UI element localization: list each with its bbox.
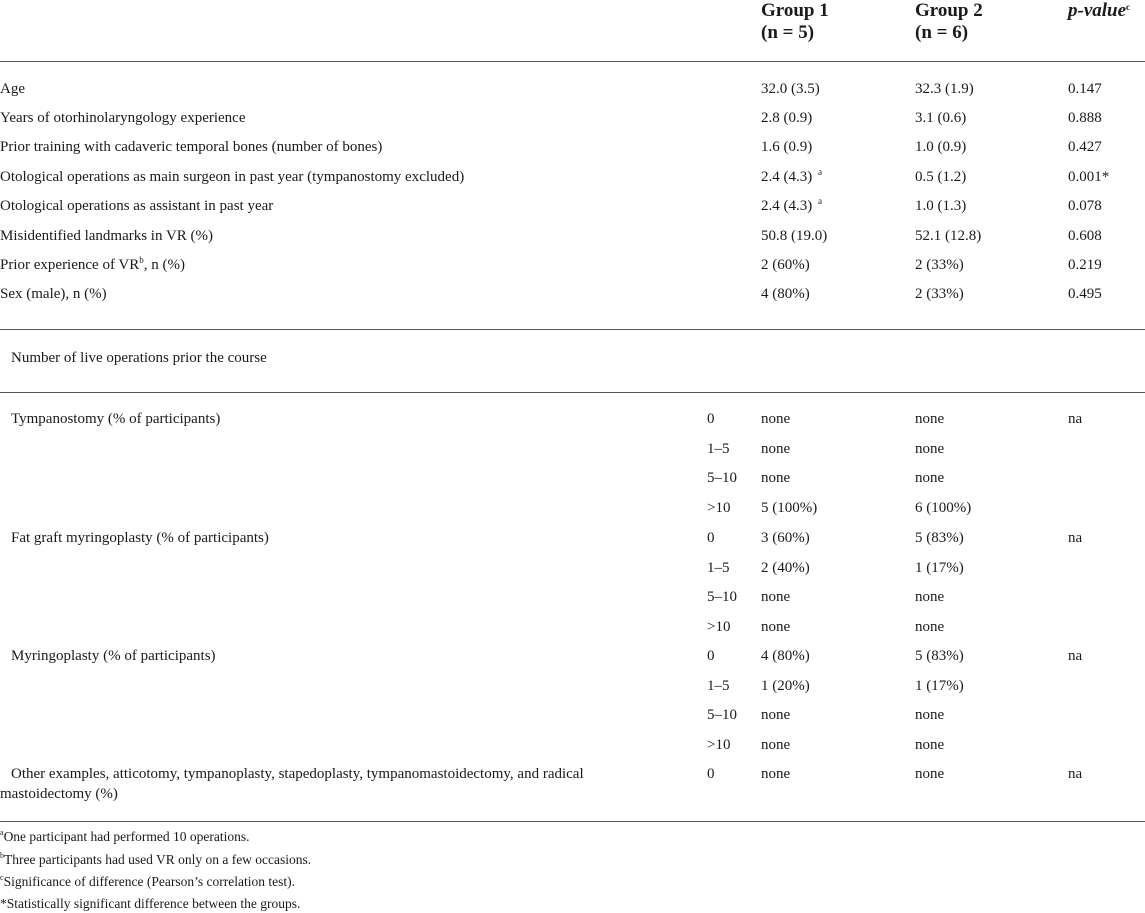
footnote-mark: c [0,873,4,882]
group2-value: none [915,707,945,723]
operation-name: Myringoplasty (% of participants) [11,648,216,664]
section-title: Number of live operations prior the course [11,350,267,366]
count-bin: 1–5 [707,678,730,694]
group2-value: 52.1 (12.8) [915,228,982,244]
group1-value: none [761,470,791,486]
group2-value: 6 (100%) [915,500,972,516]
footnote: *Statistically significant difference between the groups. [0,896,301,911]
footnote-mark: b [139,255,144,265]
group1-value: none [761,737,791,753]
group1-value: 2 (60%) [761,257,810,273]
group1-value: 2.4 (4.3) $^a$ [761,167,822,185]
group2-value: 0.5 (1.2) [915,169,967,185]
group1-value: none [761,766,791,782]
row-label: Otological operations as main surgeon in past year (tympanostomy excluded) [0,169,465,185]
group1-value: none [761,589,791,605]
group2-value: 1.0 (1.3) [915,198,967,214]
group1-value: 2.4 (4.3) $^a$ [761,196,822,214]
p-value: 0.888 [1068,110,1102,126]
pvalue-header [1068,0,1130,22]
row-label: Prior experience of $VR^b$, n (%) [0,255,186,273]
group2-value: 5 (83%) [915,530,964,546]
footer-rule [0,821,1145,822]
count-bin: 1–5 [707,560,730,576]
p-value: na [1068,648,1083,664]
footnote-mark: b [0,851,4,860]
pvalue-label: p-value [1068,0,1127,21]
row-label: Sex (male), n (%) [0,286,107,302]
count-bin: 5–10 [707,707,737,723]
group2-value: none [915,411,945,427]
group1-value: 32.0 (3.5) [761,81,820,97]
group1-value: 2 (40%) [761,560,810,576]
group2-value: 3.1 (0.6) [915,110,967,126]
operation-name: Fat graft myringoplasty (% of participants) [11,530,269,546]
group1-value: 4 (80%) [761,286,810,302]
count-bin: >10 [707,500,731,516]
group2-name: Group 2 [915,0,983,21]
group2-value: 32.3 (1.9) [915,81,974,97]
row-label: Age [0,81,25,97]
group1-value: 4 (80%) [761,648,810,664]
section-rule-bottom [0,392,1145,393]
row-label: Years of otorhinolaryngology experience [0,110,246,126]
group1-value: 50.8 (19.0) [761,228,828,244]
section-rule-top [0,329,1145,330]
count-bin: 0 [707,766,715,782]
row-label: Otological operations as assistant in past year [0,198,274,214]
group1-value: none [761,411,791,427]
p-value: 0.495 [1068,286,1102,302]
group1-value: 2.8 (0.9) [761,110,813,126]
group1-value: 5 (100%) [761,500,818,516]
count-bin: 5–10 [707,470,737,486]
footnote: $^c$Significance of difference (Pearson’s correlation test). [0,873,295,889]
group2-value: 2 (33%) [915,286,964,302]
count-bin: 0 [707,530,715,546]
p-value: 0.078 [1068,198,1102,214]
group2-value: 1.0 (0.9) [915,139,967,155]
group2-value: 5 (83%) [915,648,964,664]
count-bin: 5–10 [707,589,737,605]
count-bin: 0 [707,411,715,427]
group2-value: none [915,441,945,457]
p-value: 0.219 [1068,257,1102,273]
group1-value: 3 (60%) [761,530,810,546]
group1-value: none [761,441,791,457]
p-value: 0.608 [1068,228,1102,244]
footnote: $^b$Three participants had used VR only on a few occasions. [0,851,312,867]
group2-value: 1 (17%) [915,678,964,694]
group1-name: Group 1 [761,0,829,21]
count-bin: 0 [707,648,715,664]
operation-name: Tympanostomy (% of participants) [11,411,221,427]
row-label: Misidentified landmarks in VR (%) [0,228,214,244]
count-bin: >10 [707,737,731,753]
operation-name-cont: mastoidectomy (%) [0,786,118,802]
group2-value: 2 (33%) [915,257,964,273]
group2-value: none [915,470,945,486]
p-value: na [1068,766,1083,782]
header-rule [0,61,1145,62]
group2-value: none [915,619,945,635]
count-bin: 1–5 [707,441,730,457]
group1-value: none [761,619,791,635]
group1-header [761,0,829,44]
group2-value: none [915,589,945,605]
footnote: $^a$One participant had performed 10 operations. [0,828,250,844]
group1-value: 1.6 (0.9) [761,139,813,155]
p-value: na [1068,411,1083,427]
p-value: 0.001* [1068,169,1110,185]
row-label: Prior training with cadaveric temporal bones (number of bones) [0,139,383,155]
group1-value: 1 (20%) [761,678,810,694]
group2-header [915,0,983,44]
group2-n: (n = 6) [915,22,969,43]
group2-value: none [915,737,945,753]
group2-value: 1 (17%) [915,560,964,576]
group1-n: (n = 5) [761,22,815,43]
operation-name: Other examples, atticotomy, tympanoplasty, stapedoplasty, tympanomastoidectomy, and radical [11,766,584,782]
p-value: 0.427 [1068,139,1102,155]
pvalue-sup: c [1126,2,1131,12]
p-value: na [1068,530,1083,546]
footnote-mark: a [0,828,4,837]
footnote-mark: a [818,167,822,177]
footnote-mark: a [818,196,822,206]
group2-value: none [915,766,945,782]
p-value: 0.147 [1068,81,1102,97]
group1-value: none [761,707,791,723]
count-bin: >10 [707,619,731,635]
